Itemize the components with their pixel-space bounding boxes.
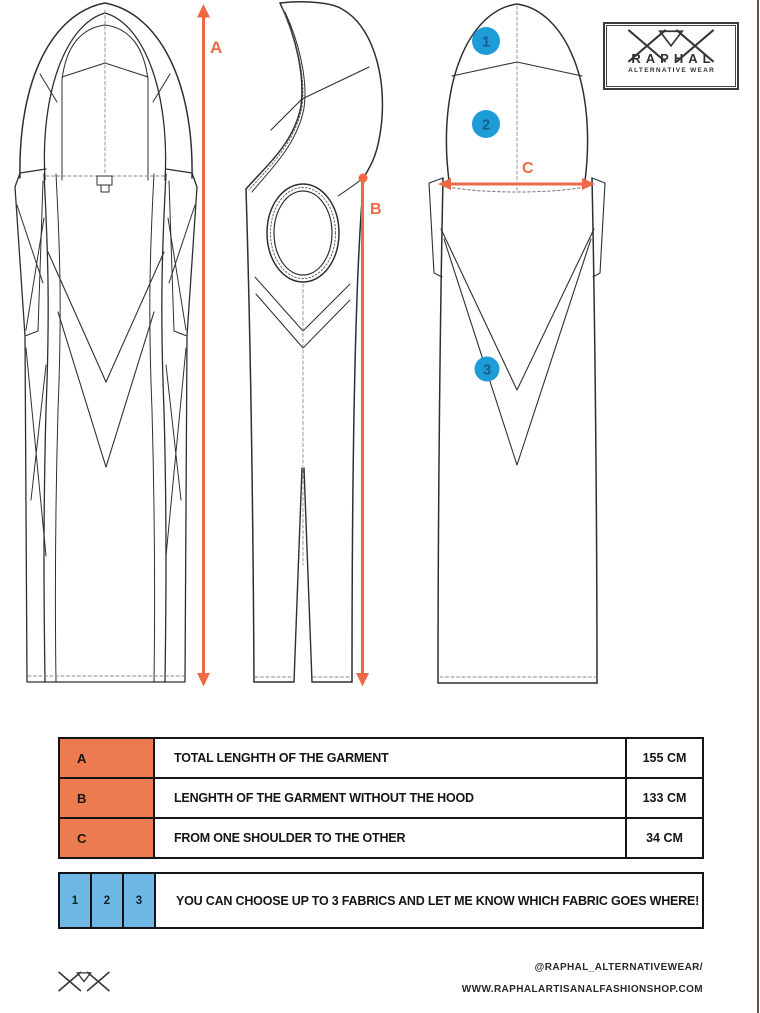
measure-description: FROM ONE SHOULDER TO THE OTHER bbox=[174, 831, 406, 845]
fabric-marker-1 bbox=[472, 27, 500, 55]
measure-value: 34 CM bbox=[625, 819, 702, 857]
table-row bbox=[60, 779, 702, 819]
fabric-number-cell: 2 bbox=[92, 874, 124, 927]
fabric-choice-row bbox=[58, 872, 704, 929]
brand-footer-mark-icon bbox=[56, 968, 112, 994]
measure-arrow-a bbox=[197, 4, 222, 687]
svg-text:2: 2 bbox=[481, 116, 491, 134]
fabric-zone-markers bbox=[472, 27, 500, 382]
fabric-number-cell: 1 bbox=[60, 874, 92, 927]
fabric-note-text: YOU CAN CHOOSE UP TO 3 FABRICS AND LET ME KNOW WHICH FABRIC GOES WHERE! bbox=[176, 893, 700, 908]
measure-description: TOTAL LENGHTH OF THE GARMENT bbox=[174, 751, 389, 765]
brand-logo-box bbox=[603, 22, 739, 90]
measure-letter-cell: B bbox=[60, 779, 155, 817]
shop-url: WWW.RAPHALARTISANALFASHIONSHOP.COM bbox=[461, 983, 703, 995]
measure-label-c: C bbox=[522, 160, 534, 177]
footer-links bbox=[462, 957, 703, 1000]
measure-arrow-b bbox=[356, 174, 382, 687]
fabric-number-cell: 3 bbox=[124, 874, 156, 927]
table-row bbox=[60, 739, 702, 779]
front-clasp-button bbox=[97, 176, 112, 192]
measurements-table bbox=[58, 737, 704, 859]
armhole-opening bbox=[267, 184, 339, 282]
social-handle: @RAPHAL_ALTERNATIVEWEAR/ bbox=[534, 962, 703, 973]
table-row bbox=[60, 819, 702, 857]
back-view-drawing bbox=[429, 4, 605, 683]
measure-value: 133 CM bbox=[625, 779, 702, 817]
measure-description: LENGHTH OF THE GARMENT WITHOUT THE HOOD bbox=[174, 791, 474, 805]
svg-text:3: 3 bbox=[482, 361, 492, 379]
measure-label-a: A bbox=[210, 38, 223, 57]
brand-tagline: ALTERNATIVE WEAR bbox=[628, 67, 716, 75]
measure-label-b: B bbox=[370, 201, 382, 218]
brand-name: RAPHAL bbox=[631, 51, 716, 66]
fabric-marker-3 bbox=[475, 357, 500, 382]
front-view-drawing bbox=[15, 3, 197, 682]
measure-value: 155 CM bbox=[625, 739, 702, 777]
measure-letter-cell: A bbox=[60, 739, 155, 777]
svg-text:1: 1 bbox=[481, 33, 491, 51]
measure-arrow-c bbox=[438, 160, 595, 190]
measure-letter-cell: C bbox=[60, 819, 155, 857]
fabric-marker-2 bbox=[472, 110, 500, 138]
